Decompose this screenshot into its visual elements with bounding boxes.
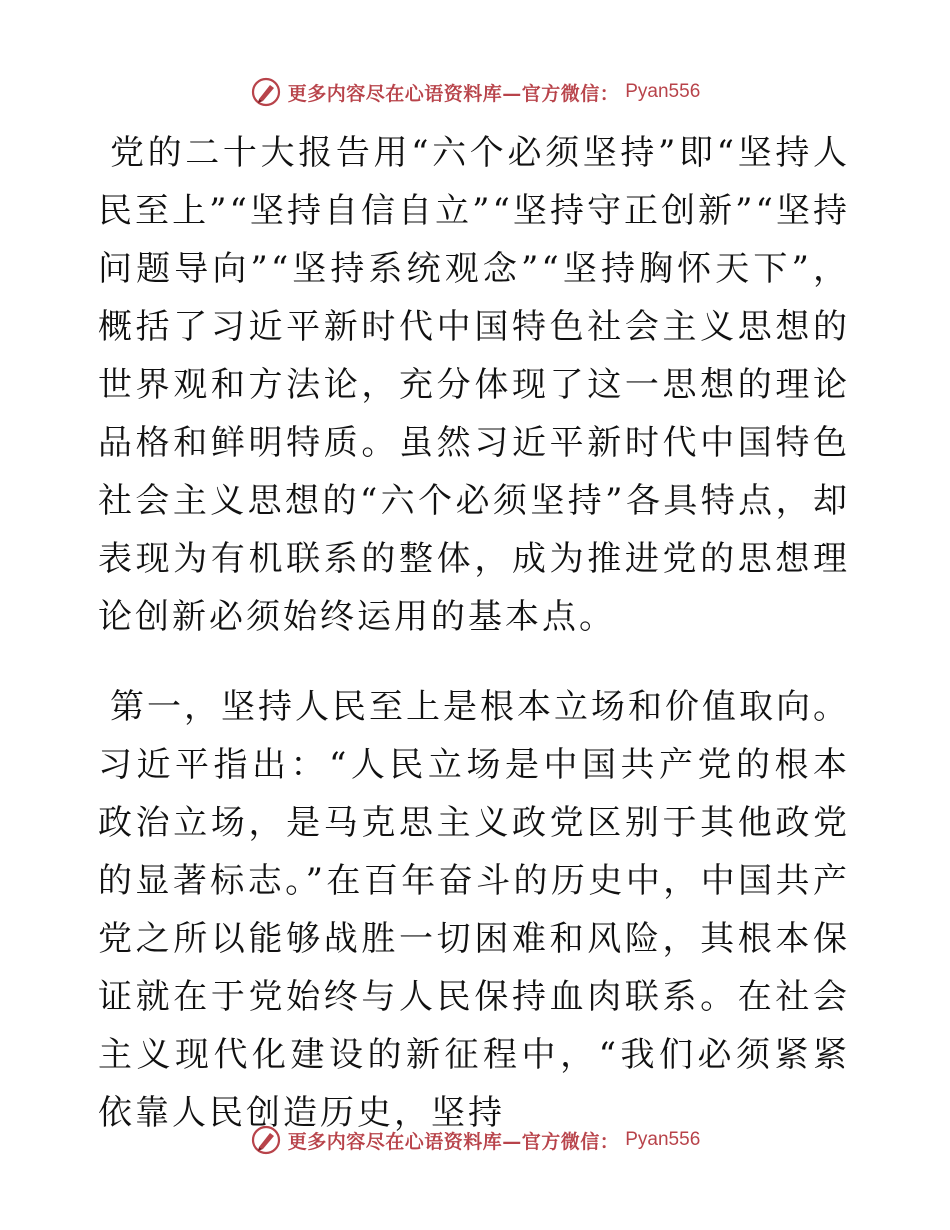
header-watermark bbox=[0, 72, 950, 112]
pen-logo-icon bbox=[250, 1124, 282, 1156]
paragraph-first-point: 第一，坚持人民至上是根本立场和价值取向。习近平指出：“人民立场是中国共产党的根本政治立场，是马克思主义政党区别于其他政党的显著标志。”在百年奋斗的历史中，中国共产党之所以能够战胜一切困难和风险，其根本保证就在于党始终与人民保持血肉联系。在社会主义现代化建设的新征程中，“我们必须紧紧依靠人民创造历史，坚持 bbox=[98, 687, 850, 1133]
watermark-text: 更多内容尽在心语资料库—官方微信： bbox=[287, 82, 620, 105]
watermark-wechat-id: Pyan556 bbox=[625, 81, 701, 102]
pen-logo-icon bbox=[250, 76, 282, 108]
paragraph-intro: 党的二十大报告用“六个必须坚持”即“坚持人民至上”“坚持自信自立”“坚持守正创新”“坚持问题导向”“坚持系统观念”“坚持胸怀天下”，概括了习近平新时代中国特色社会主义思想的世界观和方法论，充分体现了这一思想的理论品格和鲜明特质。虽然习近平新时代中国特色社会主义思想的“六个必须坚持”各具特点，却表现为有机联系的整体，成为推进党的思想理论创新必须始终运用的基本点。 bbox=[98, 133, 850, 637]
footer-watermark bbox=[0, 1120, 950, 1160]
document-body bbox=[98, 124, 850, 1142]
watermark-text: 更多内容尽在心语资料库—官方微信： bbox=[287, 1130, 620, 1153]
watermark-wechat-id: Pyan556 bbox=[625, 1129, 701, 1150]
